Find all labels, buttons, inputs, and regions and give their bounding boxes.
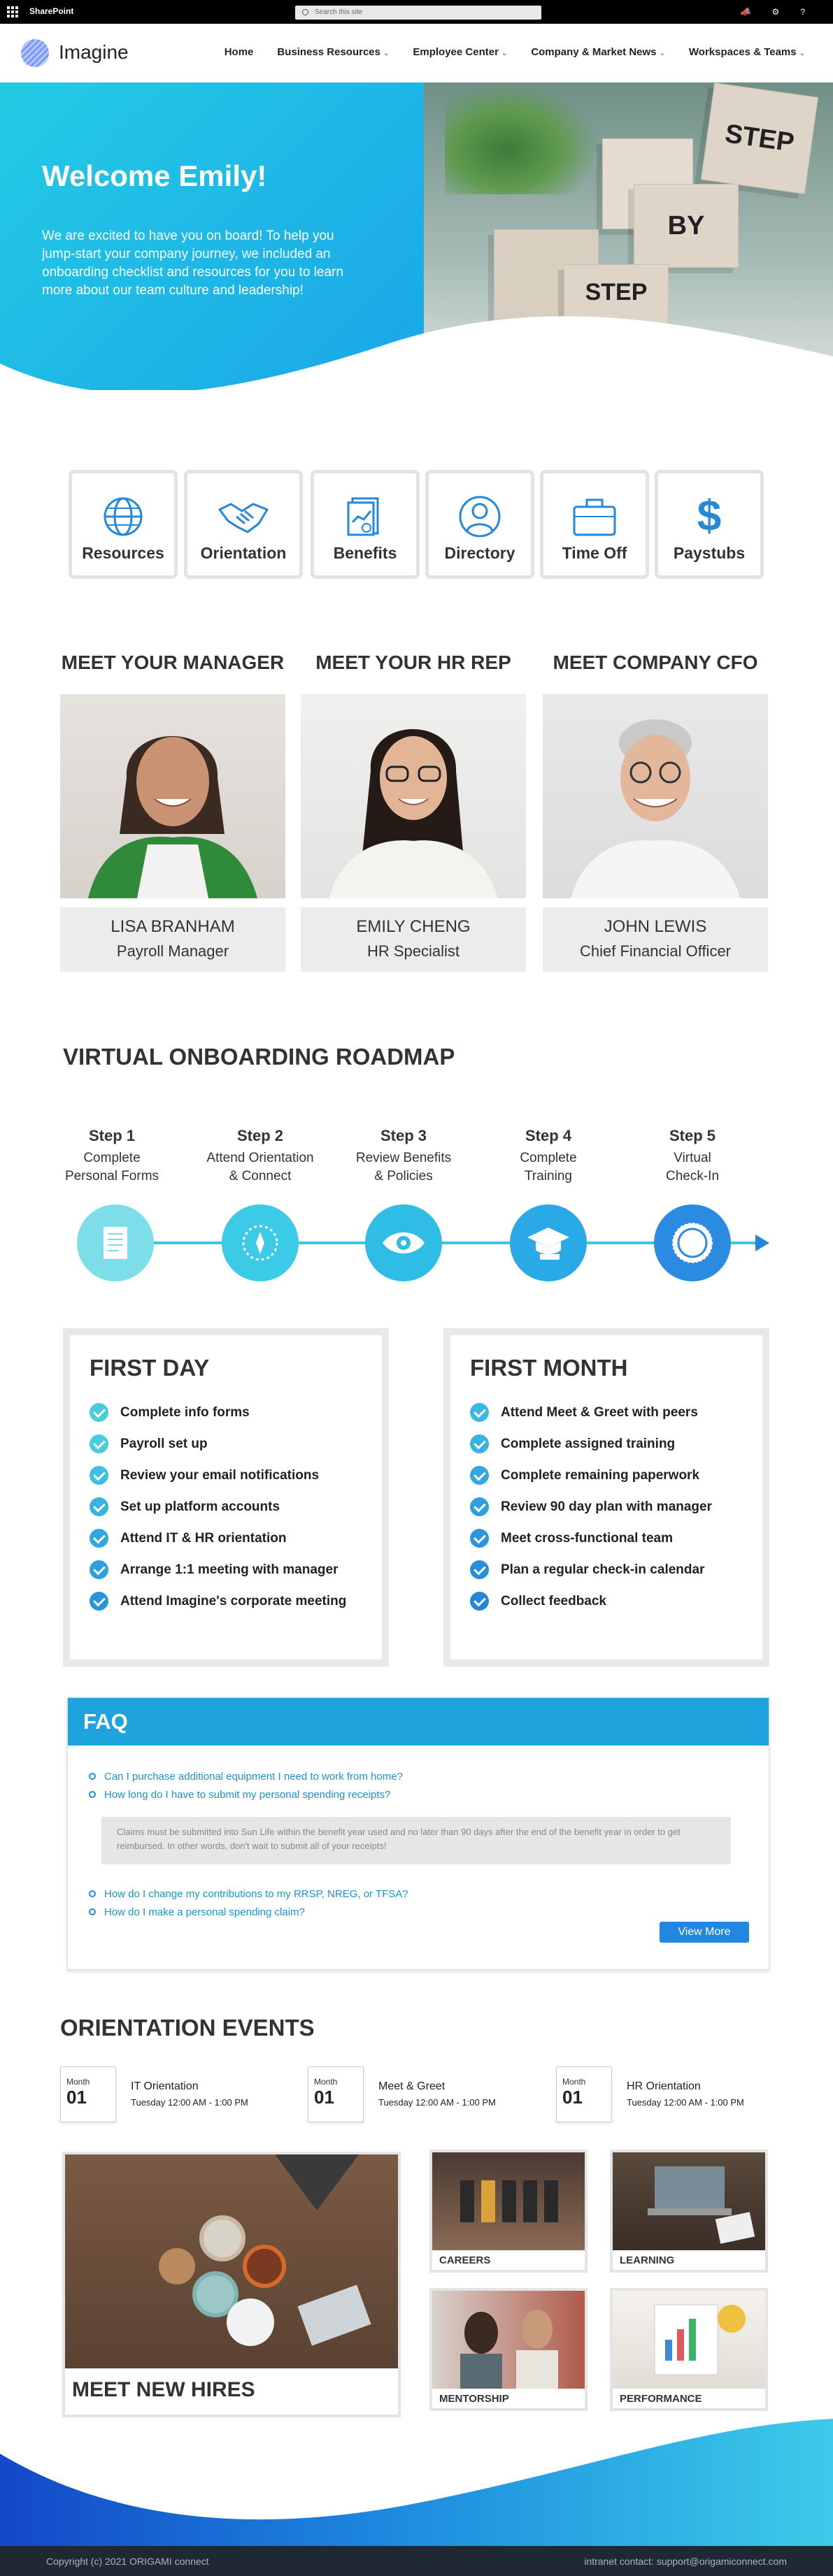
first-day-title: FIRST DAY <box>90 1355 210 1381</box>
checklist-label: Set up platform accounts <box>120 1499 280 1514</box>
quick-link-label: Resources <box>82 544 164 562</box>
plant-image <box>445 82 599 194</box>
top-navigation <box>0 24 833 82</box>
event-name[interactable]: HR Orientation <box>627 2080 701 2092</box>
suite-icons <box>741 7 805 17</box>
check-icon <box>470 1560 489 1579</box>
nav-label: Company & Market News <box>531 46 657 58</box>
manager-name: LISA BRANHAM <box>111 917 235 936</box>
checklist-item[interactable] <box>90 1523 382 1554</box>
event-time: Tuesday 12:00 AM - 1:00 PM <box>627 2097 744 2108</box>
faq-question[interactable] <box>89 1888 408 1900</box>
check-icon <box>90 1403 108 1422</box>
event-date-badge <box>60 2066 116 2122</box>
step-label: Step 2 <box>236 1127 284 1144</box>
bullet-icon <box>89 1773 96 1780</box>
quick-link-benefits[interactable] <box>311 470 420 579</box>
event-name[interactable]: Meet & Greet <box>378 2080 446 2092</box>
step-4-header <box>489 1127 608 1186</box>
by-block: BY <box>634 184 739 268</box>
checkin-badge-icon[interactable] <box>654 1204 731 1281</box>
check-icon <box>90 1434 108 1453</box>
faq-question-text: Can I purchase additional equipment I need to work from home? <box>104 1771 403 1783</box>
event-name[interactable]: IT Orientation <box>131 2080 199 2092</box>
event-time: Tuesday 12:00 AM - 1:00 PM <box>378 2097 496 2108</box>
checklist-item[interactable] <box>90 1491 382 1523</box>
manager-heading: MEET YOUR MANAGER <box>61 652 285 673</box>
first-day-list <box>90 1397 382 1617</box>
globe-icon <box>72 494 174 539</box>
step-label: Step 4 <box>525 1127 572 1144</box>
eye-icon[interactable] <box>365 1204 442 1281</box>
tile-caption: LEARNING <box>620 2254 675 2266</box>
meet-new-hires-tile[interactable] <box>62 2152 401 2417</box>
bullet-icon <box>89 1791 96 1798</box>
check-icon <box>90 1466 108 1485</box>
checklist-item[interactable] <box>90 1428 382 1460</box>
faq-question[interactable] <box>89 1771 403 1783</box>
tile-caption: PERFORMANCE <box>620 2393 702 2405</box>
checklist-item[interactable] <box>470 1585 762 1617</box>
first-day-card <box>63 1328 389 1667</box>
step-desc-line1: Review Benefits <box>355 1151 452 1165</box>
event-month: Month <box>562 2077 586 2087</box>
footer <box>0 2546 833 2576</box>
step-label: Step 5 <box>669 1127 716 1144</box>
performance-tile[interactable] <box>610 2288 768 2411</box>
step-2-header <box>201 1127 320 1186</box>
check-icon <box>90 1529 108 1548</box>
cfo-photo <box>543 694 768 898</box>
step-label: Step 3 <box>380 1127 427 1144</box>
checklist-label: Collect feedback <box>501 1593 606 1609</box>
step-block-top: STEP <box>701 82 818 194</box>
step-desc-line2: & Connect <box>229 1169 292 1183</box>
step-desc-line1: Complete <box>520 1151 577 1165</box>
checklist-label: Attend IT & HR orientation <box>120 1530 287 1546</box>
checklist-label: Complete remaining paperwork <box>501 1467 700 1483</box>
quick-link-label: Orientation <box>200 544 287 562</box>
main-menu <box>225 46 805 58</box>
roadmap-title: VIRTUAL ONBOARDING ROADMAP <box>63 1044 455 1070</box>
event-month: Month <box>66 2077 90 2087</box>
chevron-down-icon: ⌄ <box>501 50 508 57</box>
faq-question-text: How do I make a personal spending claim? <box>104 1906 305 1918</box>
checklist-label: Meet cross-functional team <box>501 1530 673 1546</box>
cfo-heading: MEET COMPANY CFO <box>553 652 758 673</box>
first-month-list <box>470 1397 762 1617</box>
checklist-item[interactable] <box>470 1397 762 1428</box>
faq-question-text: How long do I have to submit my personal spending receipts? <box>104 1789 391 1801</box>
nav-item-home[interactable]: Home <box>224 46 254 58</box>
hero-title: Welcome Emily! <box>42 159 267 192</box>
events-title: ORIENTATION EVENTS <box>60 2015 315 2041</box>
app-launcher-icon[interactable] <box>7 6 18 17</box>
faq-title: FAQ <box>68 1698 769 1746</box>
chevron-down-icon: ⌄ <box>799 50 805 57</box>
user-icon <box>429 494 531 539</box>
step-desc-line2: & Policies <box>374 1169 433 1183</box>
cfo-role: Chief Financial Officer <box>579 942 731 960</box>
quick-link-time-off[interactable] <box>540 470 649 579</box>
nav-item-company-news[interactable] <box>531 46 665 58</box>
tile-caption: CAREERS <box>439 2254 491 2266</box>
hr-rep-photo <box>301 694 526 898</box>
coffee-table-image <box>65 2154 398 2368</box>
check-icon <box>90 1560 108 1579</box>
step-block-bottom: STEP <box>564 264 669 348</box>
faq-question[interactable] <box>89 1906 305 1918</box>
cfo-name: JOHN LEWIS <box>604 917 707 936</box>
careers-tile[interactable] <box>429 2150 588 2273</box>
footer-copyright: Copyright (c) 2021 ORIGAMI connect <box>46 2556 209 2567</box>
search-input[interactable]: Search this site <box>295 6 541 20</box>
event-date-badge <box>556 2066 612 2122</box>
checklist-item[interactable] <box>90 1585 382 1617</box>
footer-wave <box>0 2412 833 2552</box>
checklist-label: Attend Meet & Greet with peers <box>501 1404 698 1420</box>
hr-rep-role: HR Specialist <box>366 942 460 960</box>
nav-item-business-resources[interactable] <box>277 46 389 58</box>
checklist-label: Complete assigned training <box>501 1436 676 1451</box>
check-icon <box>470 1466 489 1485</box>
chevron-down-icon: ⌄ <box>659 50 665 57</box>
checklist-item[interactable] <box>90 1397 382 1428</box>
briefcase-icon <box>543 494 646 539</box>
site-title[interactable]: Imagine <box>59 41 129 63</box>
checklist-item[interactable] <box>470 1428 762 1460</box>
tile-caption: MEET NEW HIRES <box>72 2378 255 2401</box>
arrow-right-icon <box>755 1235 769 1251</box>
checklist-label: Arrange 1:1 meeting with manager <box>120 1562 339 1577</box>
faq-answer: Claims must be submitted into Sun Life within the benefit year used and no later than 90 days after the end of the benefit year in order to get reimbursed. In other words, don't wait to submit all of your receipts! <box>101 1817 731 1864</box>
manager-photo <box>60 694 285 898</box>
quick-link-label: Paystubs <box>673 544 746 562</box>
check-icon <box>90 1592 108 1611</box>
careers-image <box>432 2152 585 2250</box>
quick-link-directory[interactable] <box>425 470 534 579</box>
nav-label: Business Resources <box>277 46 380 58</box>
first-month-card <box>443 1328 769 1667</box>
checklist-item[interactable] <box>470 1554 762 1585</box>
checklist-label: Payroll set up <box>120 1436 208 1451</box>
compass-icon[interactable] <box>222 1204 299 1281</box>
hr-rep-card <box>301 907 526 972</box>
event-time: Tuesday 12:00 AM - 1:00 PM <box>131 2097 248 2108</box>
step-label: Step 1 <box>88 1127 136 1144</box>
view-more-button[interactable]: View More <box>660 1922 749 1943</box>
help-icon[interactable]: ? <box>800 7 805 17</box>
event-date-badge <box>308 2066 364 2122</box>
step-desc-line2: Check-In <box>665 1169 720 1183</box>
quick-link-paystubs[interactable] <box>655 470 764 579</box>
step-desc-line2: Personal Forms <box>64 1169 159 1183</box>
faq-question-expanded[interactable] <box>89 1789 390 1801</box>
mentorship-image <box>432 2291 585 2389</box>
step-3-header <box>344 1127 463 1186</box>
check-icon <box>470 1434 489 1453</box>
checklist-item[interactable] <box>90 1460 382 1491</box>
form-icon[interactable] <box>77 1204 154 1281</box>
megaphone-icon[interactable]: 📣 <box>740 7 751 17</box>
check-icon <box>470 1497 489 1516</box>
checklist-item[interactable] <box>470 1491 762 1523</box>
nav-label: Employee Center <box>413 46 499 58</box>
checklist-item[interactable] <box>470 1460 762 1491</box>
nav-item-employee-center[interactable] <box>413 46 507 58</box>
checklist-label: Complete info forms <box>120 1404 250 1420</box>
gear-icon[interactable]: ⚙ <box>771 7 780 17</box>
check-icon <box>470 1403 489 1422</box>
tile-caption: MENTORSHIP <box>439 2393 509 2405</box>
learning-image <box>613 2152 765 2250</box>
imagine-logo-icon[interactable] <box>21 39 49 67</box>
performance-image <box>613 2291 765 2389</box>
handshake-icon <box>187 494 299 539</box>
suite-bar <box>0 0 833 24</box>
check-icon <box>470 1529 489 1548</box>
nav-label: Workspaces & Teams <box>688 46 797 58</box>
nav-item-workspaces[interactable] <box>689 46 805 58</box>
manager-card <box>60 907 285 972</box>
checklist-label: Attend Imagine's corporate meeting <box>120 1593 347 1609</box>
mentorship-tile[interactable] <box>429 2288 588 2411</box>
checklist-label: Review your email notifications <box>120 1467 320 1483</box>
step-5-header <box>633 1127 752 1186</box>
chevron-down-icon: ⌄ <box>383 50 390 57</box>
footer-contact[interactable]: intranet contact: support@origamiconnect.com <box>584 2556 787 2567</box>
bullet-icon <box>89 1908 96 1915</box>
faq-question-text: How do I change my contributions to my RRSP, NREG, or TFSA? <box>104 1888 408 1900</box>
checklist-label: Plan a regular check-in calendar <box>501 1562 705 1577</box>
event-day: 01 <box>562 2087 583 2108</box>
step-desc-line1: Complete <box>83 1151 141 1165</box>
checklist-label: Review 90 day plan with manager <box>501 1499 712 1514</box>
step-desc-line2: Training <box>525 1169 572 1183</box>
step-desc-line1: Virtual <box>674 1151 711 1165</box>
dollar-icon: $ <box>697 492 722 540</box>
step-1-header <box>52 1127 171 1186</box>
document-chart-icon <box>314 494 416 539</box>
check-icon <box>90 1497 108 1516</box>
event-day: 01 <box>66 2087 87 2108</box>
quick-link-orientation[interactable] <box>184 470 303 579</box>
faq-panel <box>67 1697 769 1970</box>
checklist-item[interactable] <box>90 1554 382 1585</box>
hr-rep-heading: MEET YOUR HR REP <box>315 652 511 673</box>
hr-rep-name: EMILY CHENG <box>356 917 471 936</box>
cfo-card <box>543 907 768 972</box>
checklist-item[interactable] <box>470 1523 762 1554</box>
learning-tile[interactable] <box>610 2150 768 2273</box>
step-desc-line1: Attend Orientation <box>206 1151 314 1165</box>
graduation-cap-icon[interactable] <box>510 1204 587 1281</box>
quick-link-label: Time Off <box>562 544 627 562</box>
hero-text: We are excited to have you on board! To help you jump-start your company journey, we included an onboarding checklist and resources for you to learn more about our team culture and leadership! <box>42 229 343 298</box>
event-day: 01 <box>314 2087 334 2108</box>
bullet-icon <box>89 1890 96 1897</box>
check-icon <box>470 1592 489 1611</box>
quick-link-label: Directory <box>444 544 515 562</box>
manager-role: Payroll Manager <box>116 942 229 960</box>
search-icon <box>302 9 308 15</box>
quick-link-resources[interactable] <box>69 470 178 579</box>
event-month: Month <box>314 2077 338 2087</box>
first-month-title: FIRST MONTH <box>470 1355 628 1381</box>
hero-wave <box>0 294 833 447</box>
sharepoint-brand[interactable]: SharePoint <box>29 6 74 16</box>
quick-link-label: Benefits <box>333 544 397 562</box>
